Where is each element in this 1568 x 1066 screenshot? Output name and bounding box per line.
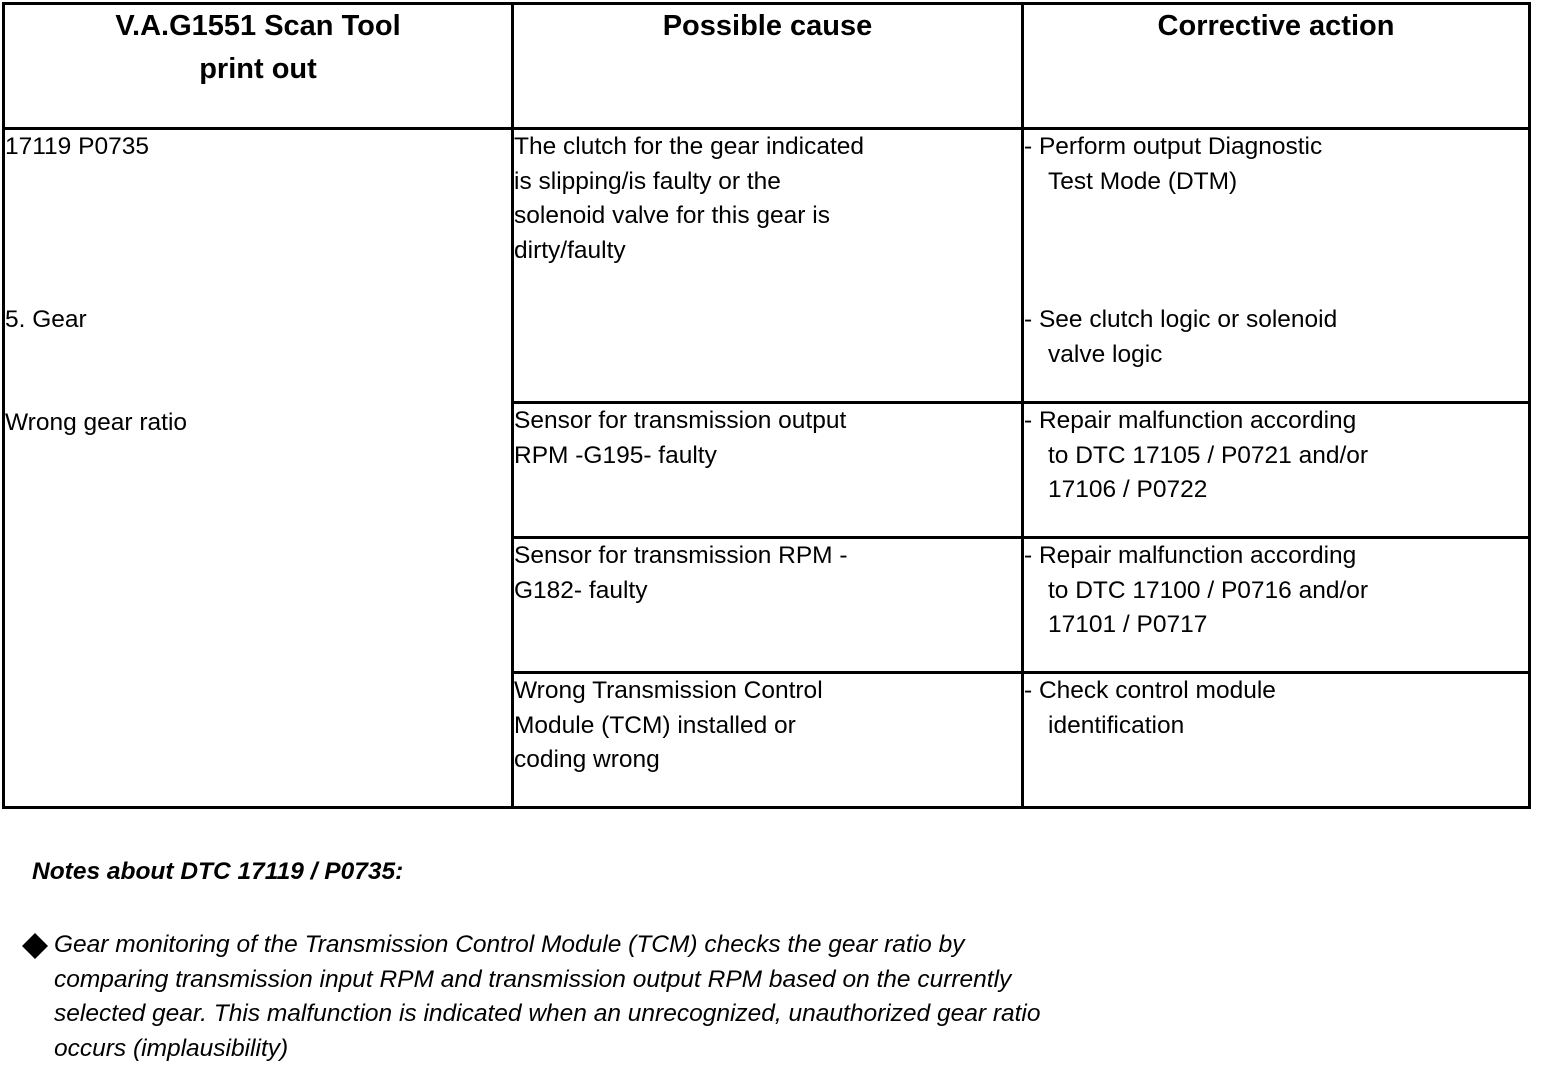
notes-title: Notes about DTC 17119 / P0735: — [32, 858, 404, 885]
cause-cell: Sensor for transmission output RPM -G195- faulty — [513, 403, 1023, 538]
cause-cell: Wrong Transmission Control Module (TCM) installed or coding wrong — [513, 673, 1023, 808]
header-possible-cause: Possible cause — [513, 4, 1023, 129]
notes-bullet-text: Gear monitoring of the Transmission Control Module (TCM) checks the gear ratio by comparing transmission input RPM and transmission output RPM based on the currently selected gear. This malfunction is indicated when an unrecognized, unauthorized gear ratio occurs (implausibility) — [54, 931, 1041, 1062]
dtc-description: Wrong gear ratio — [5, 409, 188, 437]
dtc-table — [2, 2, 1531, 809]
diamond-bullet-icon — [20, 931, 54, 965]
dtc-code: 17119 P0735 — [5, 133, 149, 160]
header-row — [4, 4, 1530, 129]
header-corrective-action: Corrective action — [1023, 4, 1530, 129]
cause-cell: Sensor for transmission RPM - G182- faulty — [513, 538, 1023, 673]
action-cell: - Repair malfunction according to DTC 17100 / P0716 and/or 17101 / P0717 — [1023, 538, 1530, 673]
printout-cell — [4, 129, 513, 808]
table-row — [4, 129, 1530, 403]
action-cell: - Perform output Diagnostic Test Mode (DTM) - See clutch logic or solenoid valve logic — [1023, 129, 1530, 403]
action-cell: - Repair malfunction according to DTC 17105 / P0721 and/or 17106 / P0722 — [1023, 403, 1530, 538]
cause-cell: The clutch for the gear indicated is slipping/is faulty or the solenoid valve for this gear is dirty/faulty — [513, 129, 1023, 403]
header-scan-tool-printout: V.A.G1551 Scan Tool print out — [4, 4, 513, 129]
dtc-gear: 5. Gear — [5, 305, 87, 333]
action-cell: - Check control module identification — [1023, 673, 1530, 808]
